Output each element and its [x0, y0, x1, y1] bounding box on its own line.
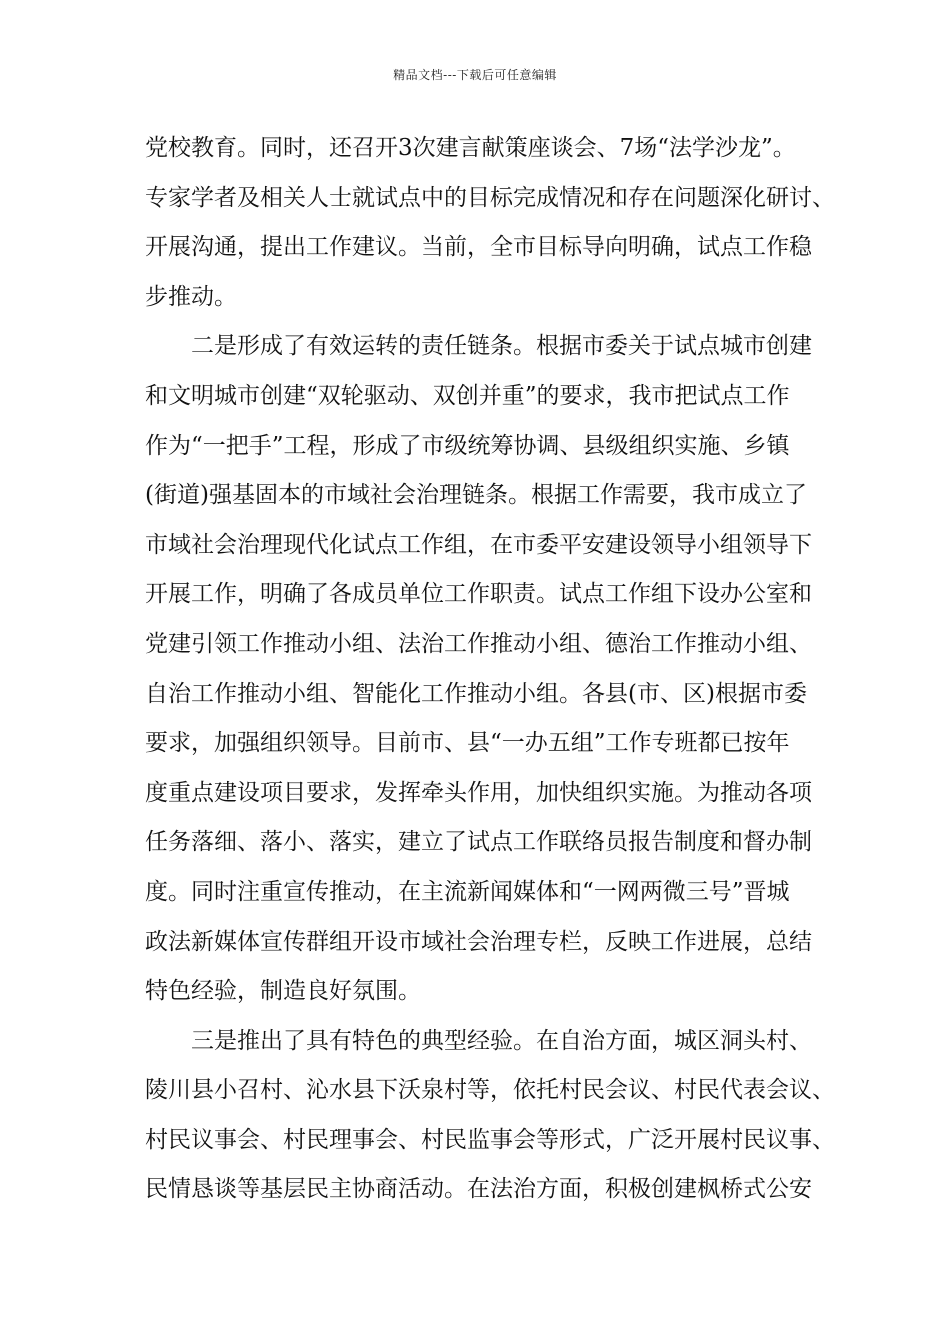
text-line: 开展沟通，提出工作建议。当前，全市目标导向明确，试点工作稳 [145, 234, 812, 261]
text-line: 自治工作推动小组、智能化工作推动小组。各县(市、区)根据市委 [145, 680, 807, 707]
paragraph-start-line: 三是推出了具有特色的典型经验。在自治方面，城区洞头村、 [191, 1027, 812, 1054]
text-line: 要求，加强组织领导。目前市、县“一办五组”工作专班都已按年 [145, 730, 790, 757]
text-line: 党校教育。同时，还召开3次建言献策座谈会、7场“法学沙龙”。 [145, 135, 796, 161]
text-line: 专家学者及相关人士就试点中的目标完成情况和存在问题深化研讨、 [145, 184, 835, 211]
text-line: 作为“一把手”工程，形成了市级统筹协调、县级组织实施、乡镇 [145, 432, 790, 459]
text-line: 特色经验，制造良好氛围。 [145, 978, 421, 1005]
text-line: 党建引领工作推动小组、法治工作推动小组、德治工作推动小组、 [145, 630, 812, 657]
text-line: 陵川县小召村、沁水县下沃泉村等，依托村民会议、村民代表会议、 [145, 1077, 835, 1104]
paragraph-start-line: 二是形成了有效运转的责任链条。根据市委关于试点城市创建 [191, 333, 812, 360]
text-line: 村民议事会、村民理事会、村民监事会等形式，广泛开展村民议事、 [145, 1126, 835, 1153]
text-line: 政法新媒体宣传群组开设市域社会治理专栏，反映工作进展，总结 [145, 928, 812, 955]
text-line: 开展工作，明确了各成员单位工作职责。试点工作组下设办公室和 [145, 581, 812, 608]
text-line: 度重点建设项目要求，发挥牵头作用，加快组织实施。为推动各项 [145, 779, 812, 806]
text-line: 和文明城市创建“双轮驱动、双创并重”的要求，我市把试点工作 [145, 382, 790, 409]
text-line: 度。同时注重宣传推动，在主流新闻媒体和“一网两微三号”晋城 [145, 878, 790, 905]
text-line: 步推动。 [145, 283, 237, 310]
text-line: 市域社会治理现代化试点工作组，在市委平安建设领导小组领导下 [145, 531, 812, 558]
text-line: (街道)强基固本的市域社会治理链条。根据工作需要，我市成立了 [145, 482, 807, 509]
text-line: 任务落细、落小、落实，建立了试点工作联络员报告制度和督办制 [145, 829, 812, 856]
text-line: 民情恳谈等基层民主协商活动。在法治方面，积极创建枫桥式公安 [145, 1176, 812, 1203]
page-header: 精品文档---下载后可任意编辑 [393, 68, 557, 82]
document-body [145, 124, 835, 1215]
